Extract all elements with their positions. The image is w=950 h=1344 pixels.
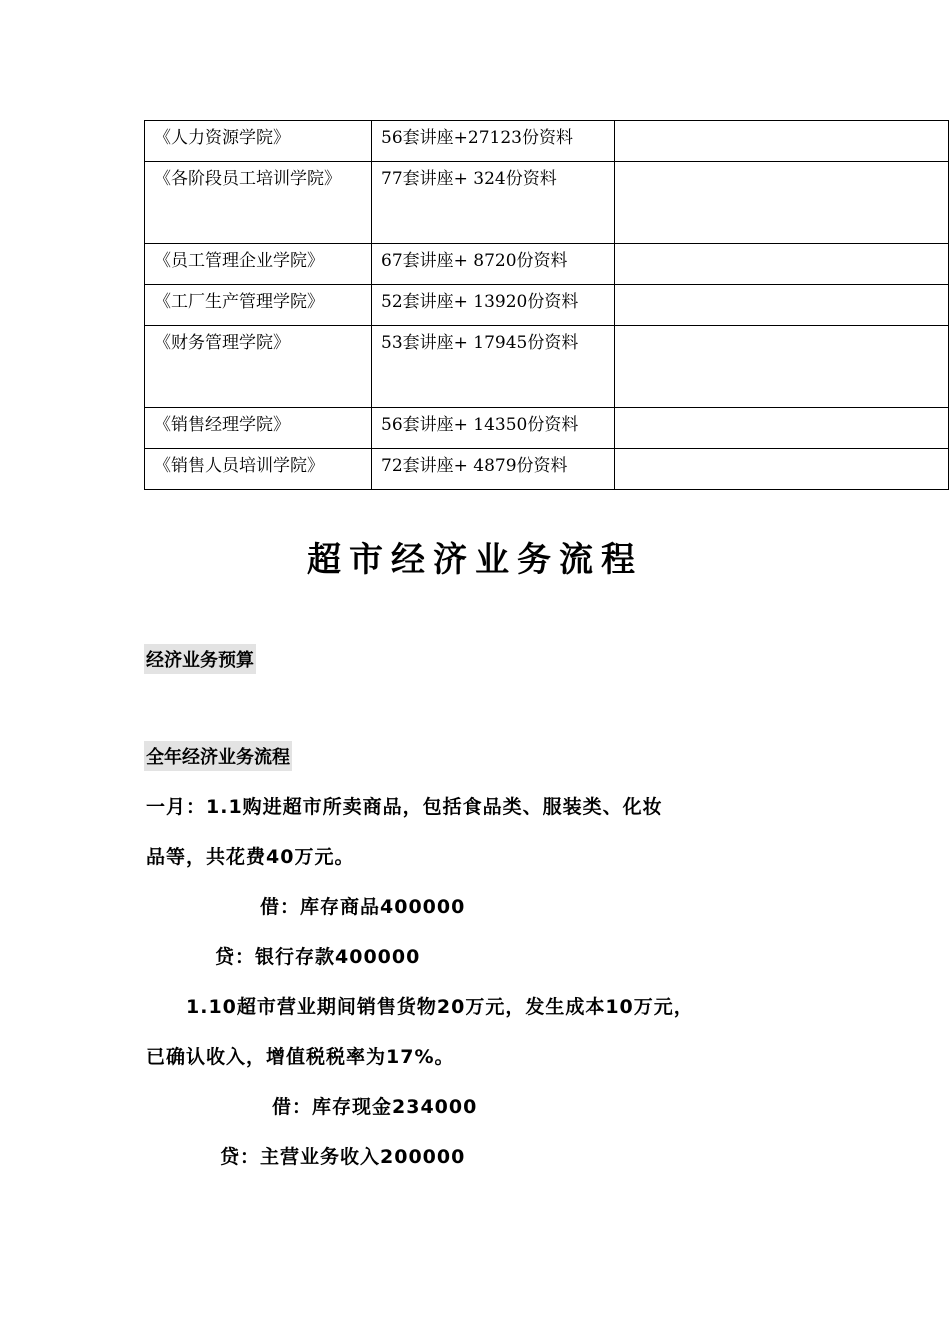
journal-entry-debit: 借：库存商品400000 xyxy=(260,896,466,918)
catalog-name-cell: 《各阶段员工培训学院》 xyxy=(145,162,372,244)
table-row xyxy=(145,449,949,490)
catalog-note-cell xyxy=(615,408,949,449)
catalog-content-cell: 56套讲座+27123份资料 xyxy=(372,121,615,162)
catalog-name-cell: 《员工管理企业学院》 xyxy=(145,244,372,285)
document-title: 超市经济业务流程 xyxy=(307,540,643,580)
table-row xyxy=(145,162,949,244)
section-heading-annual-flow: 全年经济业务流程 xyxy=(144,741,292,771)
journal-entry-credit: 贷：银行存款400000 xyxy=(215,946,421,968)
catalog-name-cell: 《人力资源学院》 xyxy=(145,121,372,162)
catalog-name-cell: 《销售经理学院》 xyxy=(145,408,372,449)
table-row xyxy=(145,285,949,326)
catalog-content-cell: 77套讲座+ 324份资料 xyxy=(372,162,615,244)
catalog-content-cell: 67套讲座+ 8720份资料 xyxy=(372,244,615,285)
catalog-note-cell xyxy=(615,121,949,162)
catalog-note-cell xyxy=(615,449,949,490)
catalog-content-cell: 72套讲座+ 4879份资料 xyxy=(372,449,615,490)
catalog-content-cell: 53套讲座+ 17945份资料 xyxy=(372,326,615,408)
journal-entry-credit: 贷：主营业务收入200000 xyxy=(220,1146,466,1168)
catalog-content-cell: 52套讲座+ 13920份资料 xyxy=(372,285,615,326)
journal-entry-debit: 借：库存现金234000 xyxy=(272,1096,478,1118)
course-catalog-table xyxy=(144,120,949,490)
body-paragraph-line: 1.10超市营业期间销售货物20万元，发生成本10万元， xyxy=(186,996,694,1018)
body-paragraph-line: 一月：1.1购进超市所卖商品，包括食品类、服装类、化妆 xyxy=(146,796,663,818)
catalog-note-cell xyxy=(615,244,949,285)
catalog-content-cell: 56套讲座+ 14350份资料 xyxy=(372,408,615,449)
table-row xyxy=(145,121,949,162)
table-row xyxy=(145,244,949,285)
table-row xyxy=(145,326,949,408)
table-row xyxy=(145,408,949,449)
catalog-note-cell xyxy=(615,326,949,408)
body-paragraph-line: 品等，共花费40万元。 xyxy=(146,846,355,868)
catalog-name-cell: 《工厂生产管理学院》 xyxy=(145,285,372,326)
catalog-name-cell: 《销售人员培训学院》 xyxy=(145,449,372,490)
section-heading-budget: 经济业务预算 xyxy=(144,644,256,674)
catalog-note-cell xyxy=(615,162,949,244)
body-paragraph-line: 已确认收入，增值税税率为17%。 xyxy=(146,1046,455,1068)
catalog-name-cell: 《财务管理学院》 xyxy=(145,326,372,408)
catalog-note-cell xyxy=(615,285,949,326)
